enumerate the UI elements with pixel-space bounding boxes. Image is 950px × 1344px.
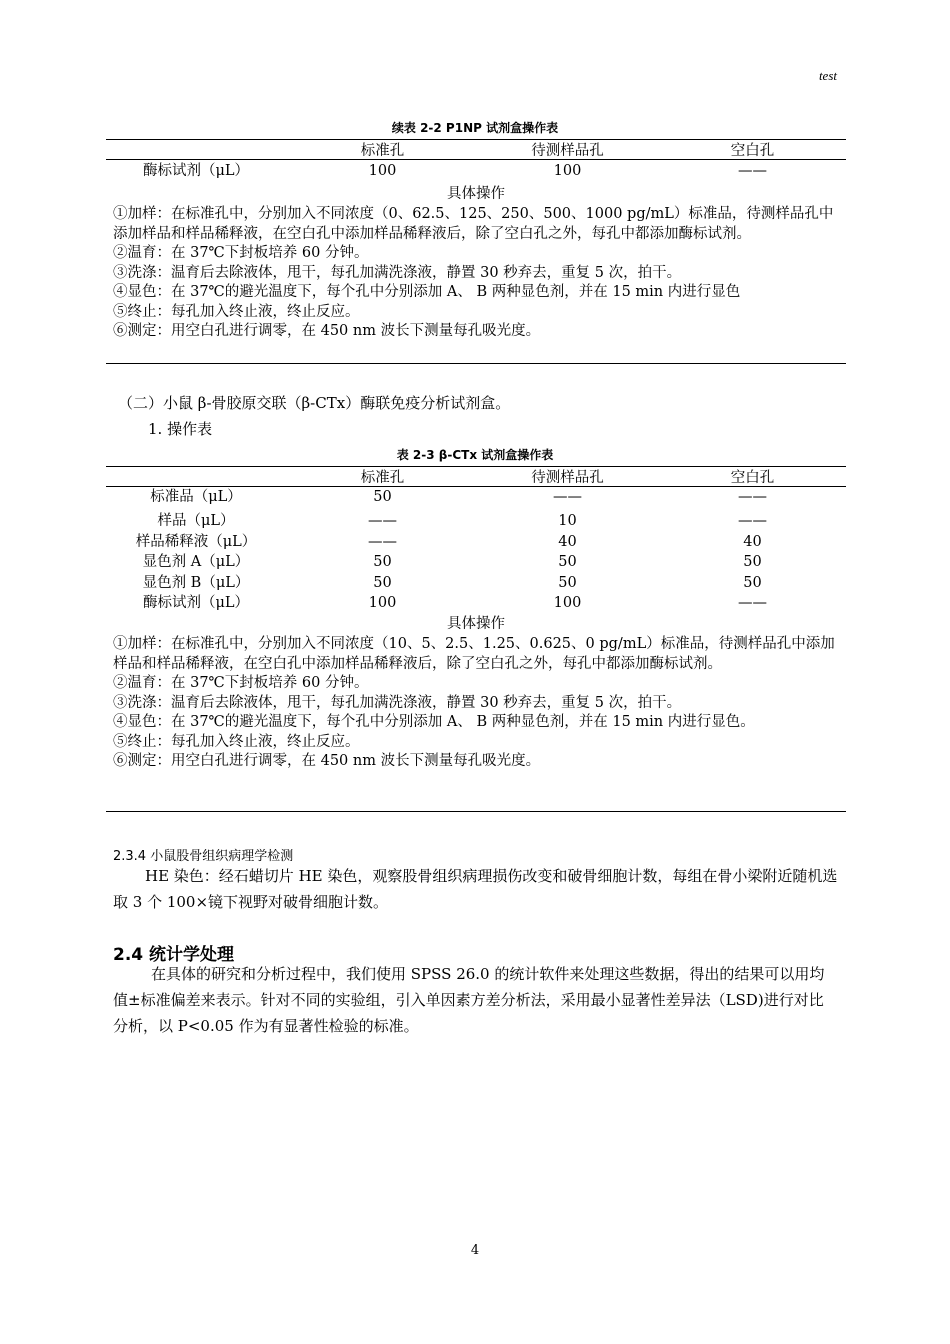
table1-cell: 100	[368, 163, 397, 179]
table1-header-blank: 空白孔	[730, 143, 775, 159]
table1-header-standard: 标准孔	[360, 143, 405, 159]
table1-header-sample: 待测样品孔	[531, 143, 604, 159]
table2-header-blank: 空白孔	[730, 470, 775, 486]
table2-op-step: ①加样：在标准孔中，分别加入不同浓度（10、5、2.5、1.25、0.625、0 pg/mL）标准品，待测样品孔中添加样品和样品稀释液，在空白孔中添加样品稀释液后，除了空白孔之外，每孔中都添加酶标试剂。	[113, 636, 835, 672]
table2-row-label: 样品（μL）	[157, 513, 235, 529]
table1-op-step: ①加样：在标准孔中，分别加入不同浓度（0、62.5、125、250、500、1000 pg/mL）标准品，待测样品孔中添加样品和样品稀释液，在空白孔中添加样品稀释液后，除了空白孔之外，每孔中都添加酶标试剂。	[113, 206, 834, 242]
table2-cell: 40	[558, 534, 577, 550]
table1-header-rule	[106, 159, 846, 160]
table1-caption: 续表 2-2 P1NP 试剂盒操作表	[391, 121, 559, 135]
table1-ops-title: 具体操作	[447, 186, 505, 202]
table2-op-step: ②温育：在 37℃下封板培养 60 分钟。	[113, 675, 369, 691]
table2-caption: 表 2-3 β-CTx 试剂盒操作表	[396, 448, 554, 462]
table2-row-label: 样品稀释液（μL）	[135, 534, 257, 550]
table1-op-step: ⑥测定：用空白孔进行调零，在 450 nm 波长下测量每孔吸光度。	[113, 323, 541, 339]
table2-cell: ——	[738, 513, 767, 529]
section-2-3-4-heading: 2.3.4 小鼠股骨组织病理学检测	[113, 849, 294, 864]
table2-cell: ——	[368, 513, 397, 529]
table2-header-rule	[106, 486, 846, 487]
table2-cell: 50	[558, 554, 577, 570]
table2-cell: 50	[743, 575, 762, 591]
table2-op-step: ③洗涤：温育后去除液体，甩干，每孔加满洗涤液，静置 30 秒弃去，重复 5 次，拍干。	[113, 694, 682, 711]
table2-cell: 100	[553, 595, 582, 611]
table2-operations	[113, 635, 841, 772]
table2-top-rule	[106, 466, 846, 467]
table1-op-step: ④显色：在 37℃的避光温度下，每个孔中分别添加 A、 B 两种显色剂，并在 15 min 内进行显色	[113, 284, 741, 300]
table2-cell: ——	[368, 534, 397, 550]
section-b-title: （二）小鼠 β-骨胶原交联（β-CTx）酶联免疫分析试剂盒。	[118, 394, 511, 412]
table1-op-step: ⑤终止：每孔加入终止液，终止反应。	[113, 303, 360, 320]
table2-row-label: 酶标试剂（μL）	[142, 595, 250, 611]
table2-cell: 50	[743, 554, 762, 570]
table2-cell: 100	[368, 595, 397, 611]
table2-cell: ——	[738, 595, 767, 611]
page-number: 4	[470, 1243, 480, 1258]
table2-header-standard: 标准孔	[360, 470, 405, 486]
table2-cell: 40	[743, 534, 762, 550]
section-2-3-4-paragraph: HE 染色：经石蜡切片 HE 染色，观察股骨组织病理损伤改变和破骨细胞计数，每组在骨小梁附近随机选取 3 个 100×镜下视野对破骨细胞计数。	[113, 867, 838, 911]
table2-cell: 50	[373, 489, 392, 505]
section-2-4-paragraph: 在具体的研究和分析过程中，我们使用 SPSS 26.0 的统计软件来处理这些数据，得出的结果可以用均值±标准偏差来表示。针对不同的实验组，引入单因素方差分析法，采用最小显著性差异法（LSD)进行对比分析，以 P<0.05 作为有显著性检验的标准。	[113, 965, 825, 1035]
table2-header-sample: 待测样品孔	[531, 470, 604, 486]
table2-op-step: ⑥测定：用空白孔进行调零，在 450 nm 波长下测量每孔吸光度。	[113, 753, 541, 769]
table1-op-step: ②温育：在 37℃下封板培养 60 分钟。	[113, 245, 369, 261]
table2-row-label: 显色剂 A（μL）	[142, 554, 250, 570]
table2-op-step: ④显色：在 37℃的避光温度下，每个孔中分别添加 A、 B 两种显色剂，并在 15 min 内进行显色。	[113, 714, 755, 730]
table1-top-rule	[106, 139, 846, 140]
table1-operations	[113, 205, 841, 342]
table2-row-label: 标准品（μL）	[150, 489, 242, 505]
table1-cell: ——	[738, 163, 767, 179]
table2-cell: 50	[373, 554, 392, 570]
table2-op-step: ⑤终止：每孔加入终止液，终止反应。	[113, 733, 360, 750]
table2-cell: 50	[373, 575, 392, 591]
table1-bottom-rule	[106, 363, 846, 364]
table2-ops-title: 具体操作	[447, 616, 505, 632]
running-header: test	[818, 68, 837, 83]
table2-bottom-rule	[106, 811, 846, 812]
table2-cell: 50	[558, 575, 577, 591]
table2-row-label: 显色剂 B（μL）	[142, 575, 250, 591]
table2-cell: 10	[558, 513, 577, 529]
section-b-subtitle: 1. 操作表	[148, 420, 213, 438]
table2-cell: ——	[738, 489, 767, 505]
table1-op-step: ③洗涤：温育后去除液体，甩干，每孔加满洗涤液，静置 30 秒弃去，重复 5 次，拍干。	[113, 264, 682, 281]
table1-cell: 100	[553, 163, 582, 179]
table2-cell: ——	[553, 489, 582, 505]
table1-row-label: 酶标试剂（μL）	[142, 163, 250, 179]
section-2-4-heading: 2.4 统计学处理	[113, 945, 235, 965]
